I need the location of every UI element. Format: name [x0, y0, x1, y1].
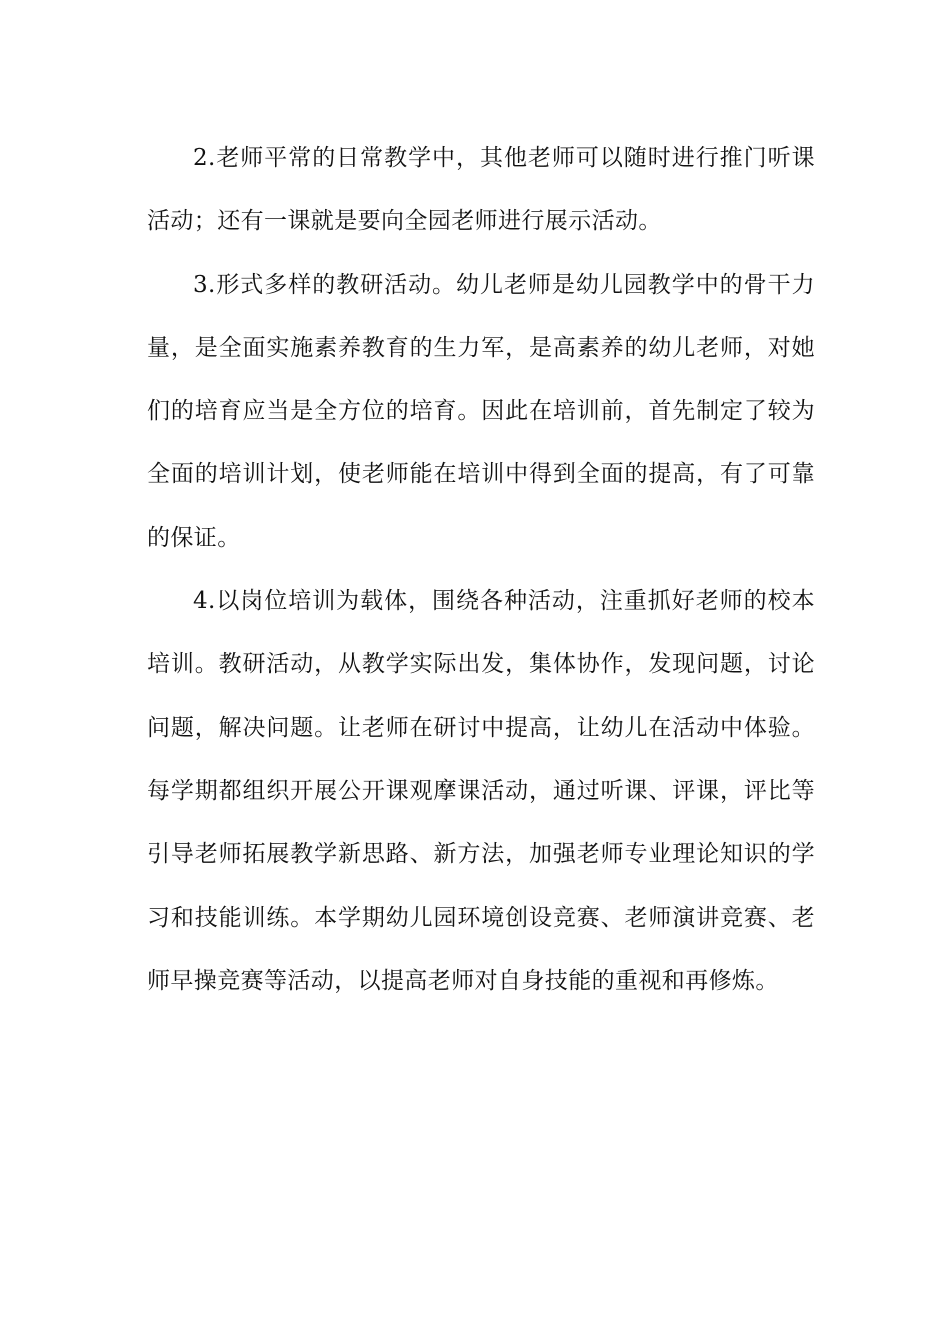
paragraph-4: 4.以岗位培训为载体，围绕各种活动，注重抓好老师的校本培训。教研活动，从教学实际出发，集体协作，发现问题，讨论问题，解决问题。让老师在研讨中提高，让幼儿在活动中体验。每学期都组织开展公开课观摩课活动，通过听课、评课，评比等引导老师拓展教学新思路、新方法，加强老师专业理论知识的学习和技能训练。本学期幼儿园环境创设竞赛、老师演讲竞赛、老师早操竞赛等活动，以提高老师对自身技能的重视和再修炼。 — [147, 588, 815, 994]
paragraph-3: 3.形式多样的教研活动。幼儿老师是幼儿园教学中的骨干力量，是全面实施素养教育的生力军，是高素养的幼儿老师，对她们的培育应当是全方位的培育。因此在培训前，首先制定了较为全面的培训计划，使老师能在培训中得到全面的提高，有了可靠的保证。 — [147, 271, 815, 551]
paragraph-2: 2.老师平常的日常教学中，其他老师可以随时进行推门听课活动；还有一课就是要向全园老师进行展示活动。 — [147, 145, 815, 235]
document-body — [147, 127, 815, 1013]
